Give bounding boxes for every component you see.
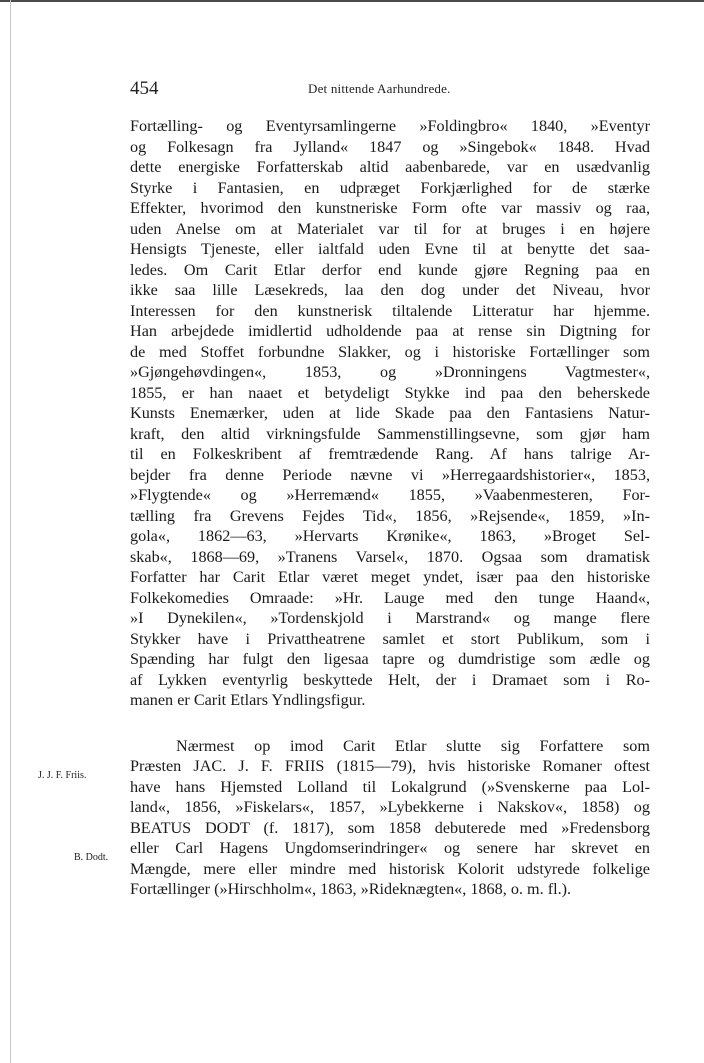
- paragraph-gap: [130, 711, 650, 736]
- body-text: [130, 116, 650, 900]
- text-line: og Folkesagn fra Jylland« 1847 og »Singebok« 1848. Hvad: [130, 137, 650, 156]
- paragraph: [130, 116, 650, 711]
- text-line: dette energiske Forfatterskab altid aabenbarede, var en usædvanlig: [130, 158, 650, 176]
- text-line: de med Stoffet forbundne Slakker, og i historiske Fortællinger som: [130, 342, 650, 361]
- text-line: Præsten JAC. J. F. FRIIS (1815—79), hvis historiske Romaner oftest: [130, 757, 650, 775]
- text-line: »Flygtende« og »Herremænd« 1855, »Vaabenmesteren, For-: [130, 486, 650, 504]
- text-line: skab«, 1868—69, »Tranens Varsel«, 1870. Ogsaa som dramatisk: [130, 547, 650, 566]
- text-line: af Lykken eventyrlig beskyttede Helt, der i Dramaet som i Ro-: [130, 670, 650, 689]
- text-line: til en Folkeskribent af fremtrædende Rang. Af hans talrige Ar-: [130, 445, 650, 463]
- text-line: eller Carl Hagens Ungdomserindringer« og senere har skrevet en: [130, 839, 650, 857]
- text-line: Hensigts Tjeneste, eller ialtfald uden Evne til at benytte det saa-: [130, 240, 650, 258]
- text-line: uden Anelse om at Materialet var til for at bruges i en højere: [130, 219, 650, 238]
- text-line: Fortællinger (»Hirschholm«, 1863, »Rideknægten«, 1868, o. m. fl.).: [130, 880, 572, 898]
- text-line: Han arbejdede imidlertid udholdende paa at rense sin Digtning for: [130, 322, 650, 340]
- text-line: land«, 1856, »Fiskelars«, 1857, »Lybekkerne i Nakskov«, 1858) og: [130, 798, 650, 816]
- text-line: Mængde, mere eller mindre med historisk Kolorit udstyrede folkelige: [130, 859, 650, 878]
- page-number: 454: [130, 78, 159, 99]
- text-line: Forfatter har Carit Etlar været meget yndet, især paa den historiske: [130, 568, 650, 586]
- text-line: Effekter, hvorimod den kunstneriske Form ofte var massiv og raa,: [130, 199, 650, 217]
- text-line: tælling fra Grevens Fejdes Tid«, 1856, »Rejsende«, 1859, »In-: [130, 506, 650, 525]
- text-line: kraft, den altid virkningsfulde Sammenstillingsevne, som gjør ham: [130, 424, 650, 443]
- text-line: Fortælling- og Eventyrsamlingerne »Foldingbro« 1840, »Eventyr: [130, 117, 650, 135]
- text-line: ikke saa lille Læsekreds, laa den dog under det Niveau, hvor: [130, 281, 650, 299]
- running-head: Det nittende Aarhundrede.: [308, 81, 451, 96]
- margin-note-dodt: B. Dodt.: [74, 852, 109, 863]
- text-line: »I Dynekilen«, »Tordenskjold i Marstrand« og mange flere: [130, 609, 650, 627]
- text-line: ledes. Om Carit Etlar derfor end kunde gjøre Regning paa en: [130, 260, 650, 279]
- text-line: Folkekomedies Omraade: »Hr. Lauge med den tunge Haand«,: [130, 588, 650, 607]
- text-line: bejder fra denne Periode nævne vi »Herregaardshistorier«, 1853,: [130, 465, 650, 484]
- text-line: gola«, 1862—63, »Hervarts Krønike«, 1863, »Broget Sel-: [130, 527, 650, 545]
- text-line: Styrke i Fantasien, en udpræget Forkjærlighed for de stærke: [130, 178, 650, 197]
- text-line: Nærmest op imod Carit Etlar slutte sig Forfattere som: [176, 736, 650, 755]
- text-line: Stykker have i Privattheatrene samlet et stort Publikum, som i: [130, 629, 650, 648]
- text-line: manen er Carit Etlars Yndlingsfigur.: [130, 691, 366, 709]
- top-rule: [0, 0, 704, 2]
- text-line: BEATUS DODT (f. 1817), som 1858 debuterede med »Fredensborg: [130, 818, 650, 837]
- text-line: Kunsts Enemærker, uden at lide Skade paa den Fantasiens Natur-: [130, 404, 650, 422]
- margin-note-friis: J. J. F. Friis.: [38, 770, 87, 781]
- text-line: 1855, er han naaet et betydeligt Stykke ind paa den beherskede: [130, 383, 650, 402]
- text-line: »Gjøngehøvdingen«, 1853, og »Dronningens Vagtmester«,: [130, 363, 650, 381]
- text-line: have hans Hjemsted Lolland til Lokalgrund (»Svenskerne paa Lol-: [130, 777, 650, 796]
- text-line: Spænding har fulgt den ligesaa tapre og dumdristige som ædle og: [130, 650, 650, 668]
- text-line: Interessen for den kunstnerisk tiltalende Litteratur har hjemme.: [130, 301, 650, 320]
- paragraph: [130, 736, 650, 900]
- page-edge-rule: [10, 0, 11, 1063]
